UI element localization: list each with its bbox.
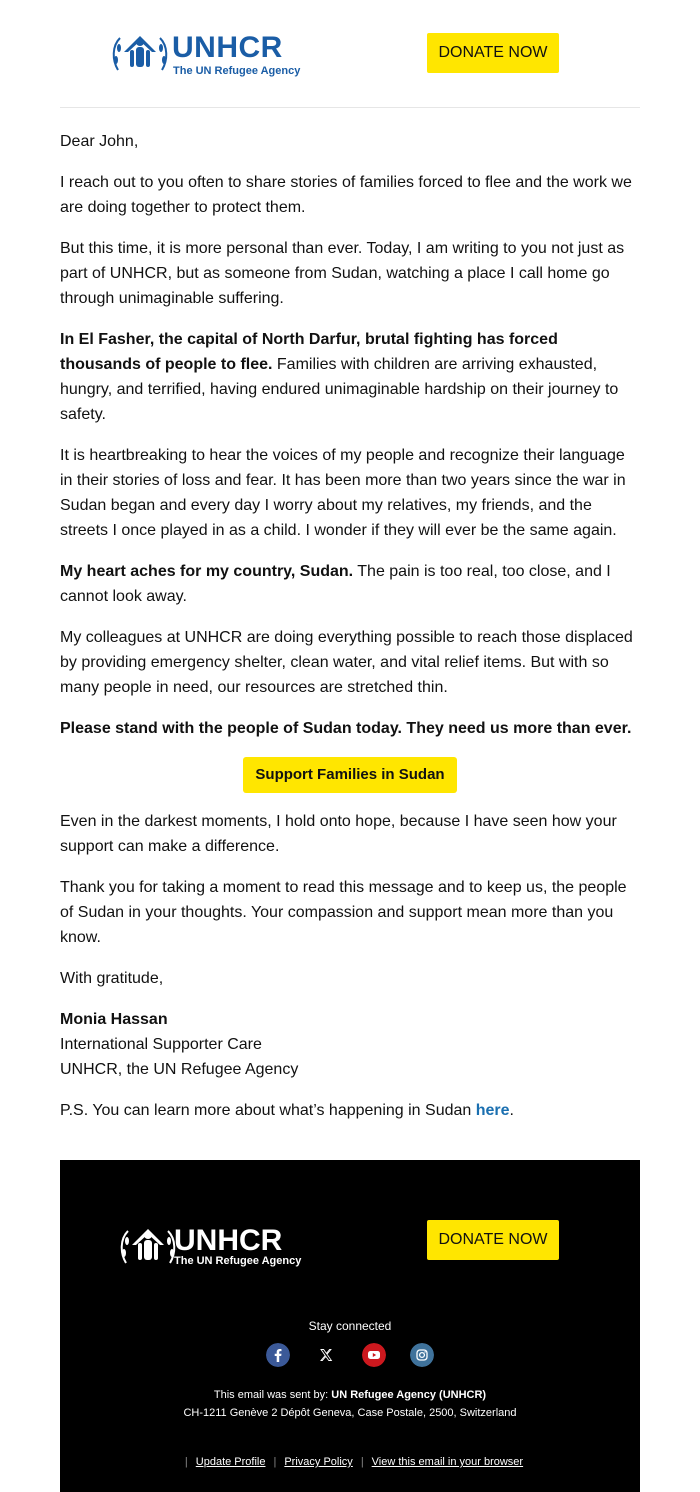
signer-org: UNHCR, the UN Refugee Agency: [60, 1061, 299, 1078]
signer-title: International Supporter Care: [60, 1036, 262, 1053]
footer-brand-tagline: The UN Refugee Agency: [174, 1255, 302, 1267]
cta-wrapper: [60, 757, 640, 793]
brand-name: UNHCR: [172, 31, 283, 64]
paragraph-3-rest: Families with children are arriving exhausted, hungry, and terrified, having endured unimaginable hardship on their journey to safety.: [60, 356, 619, 423]
view-in-browser-link[interactable]: View this email in your browser: [371, 1456, 524, 1468]
stay-connected-label: Stay connected: [308, 1319, 392, 1333]
x-icon[interactable]: [314, 1343, 338, 1367]
paragraph-6: My colleagues at UNHCR are doing everything possible to reach those displaced by providing emergency shelter, clean water, and vital relief items. But with so many people in need, our resources are stretched thin.: [60, 629, 633, 696]
signer-name-text: Monia Hassan: [60, 1011, 168, 1028]
letter-body: [60, 129, 640, 1139]
learn-more-link[interactable]: here: [475, 1102, 510, 1119]
closing: With gratitude,: [60, 970, 164, 987]
greeting: Dear John,: [60, 133, 139, 150]
header-divider: [60, 107, 640, 108]
sender-info: [60, 1386, 640, 1422]
footer-links: | Update Profile | Privacy Policy | View this email in your browser: [184, 1456, 524, 1468]
paragraph-3: [60, 327, 640, 427]
postscript-text: P.S. You can learn more about what’s happening in Sudan: [60, 1102, 476, 1119]
paragraph-8: Even in the darkest moments, I hold onto hope, because I have seen how your support can make a difference.: [60, 813, 617, 855]
paragraph-3-bold: In El Fasher, the capital of North Darfur, brutal fighting has forced thousands of people to flee.: [60, 331, 558, 373]
paragraph-7-bold: Please stand with the people of Sudan today. They need us more than ever.: [60, 720, 632, 737]
privacy-policy-link[interactable]: Privacy Policy: [284, 1456, 353, 1468]
paragraph-4: It is heartbreaking to hear the voices of my people and recognize their language in their stories of loss and fear. It has been more than two years since the war in Sudan began and every day I worry about my relatives, my friends, and the streets I once played in as a child. I wonder if they will ever be the same again.: [60, 447, 626, 539]
donate-now-button[interactable]: DONATE NOW: [427, 33, 559, 73]
unhcr-logo-icon[interactable]: [110, 30, 170, 78]
paragraph-9: Thank you for taking a moment to read this message and to keep us, the people of Sudan in your thoughts. Your compassion and support mean more than you know.: [60, 879, 627, 946]
support-families-button[interactable]: Support Families in Sudan: [243, 757, 456, 793]
postscript: [60, 1098, 640, 1123]
email-footer: [60, 1160, 640, 1492]
instagram-icon[interactable]: [410, 1343, 434, 1367]
sender-address: CH-1211 Genève 2 Dépôt Geneva, Case Postale, 2500, Switzerland: [183, 1407, 517, 1419]
youtube-icon[interactable]: [362, 1343, 386, 1367]
sent-by-org: UN Refugee Agency (UNHCR): [331, 1389, 487, 1401]
sent-by-label: This email was sent by:: [213, 1389, 332, 1401]
paragraph-5: [60, 559, 640, 609]
paragraph-1: I reach out to you often to share stories of families forced to flee and the work we are doing together to protect them.: [60, 174, 632, 216]
brand-tagline: The UN Refugee Agency: [173, 65, 301, 77]
footer-donate-now-button[interactable]: DONATE NOW: [427, 1220, 559, 1260]
paragraph-7: [60, 716, 640, 741]
facebook-icon[interactable]: [266, 1343, 290, 1367]
paragraph-2: But this time, it is more personal than ever. Today, I am writing to you not just as part of UNHCR, but as someone from Sudan, watching a place I call home go through unimaginable suffering.: [60, 240, 625, 307]
postscript-end: .: [509, 1102, 514, 1119]
signature: [60, 1007, 640, 1082]
update-profile-link[interactable]: Update Profile: [195, 1456, 266, 1468]
signer-name: [60, 1007, 640, 1032]
paragraph-5-rest: The pain is too real, too close, and I cannot look away.: [60, 563, 611, 605]
email-header: [0, 0, 700, 108]
paragraph-5-bold: My heart aches for my country, Sudan.: [60, 563, 354, 580]
footer-brand-name: UNHCR: [174, 1224, 283, 1257]
unhcr-logo-white-icon[interactable]: [118, 1223, 178, 1271]
